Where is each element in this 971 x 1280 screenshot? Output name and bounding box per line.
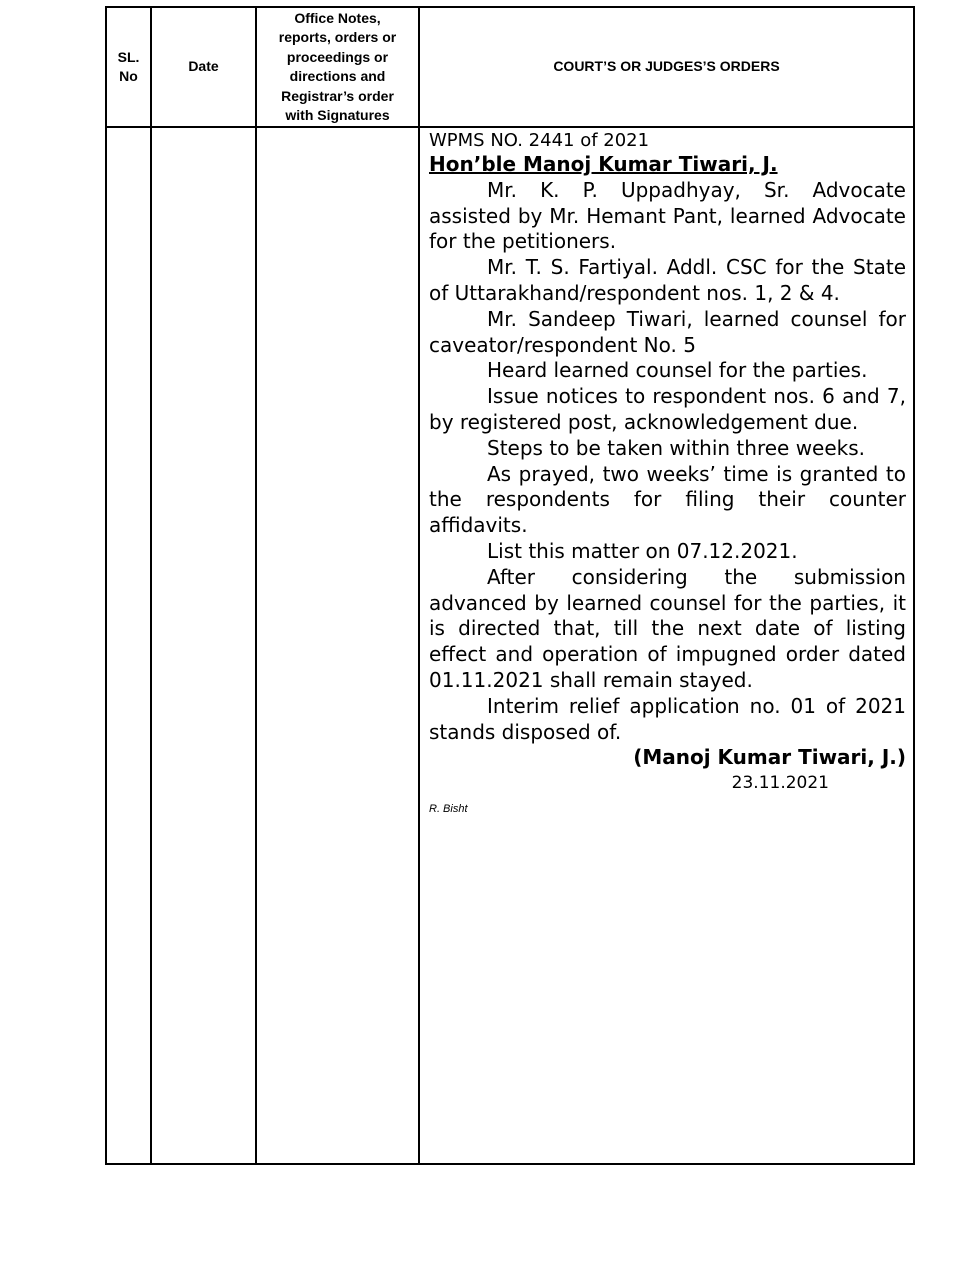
order-paragraph: Mr. K. P. Uppadhyay, Sr. Advocate assisted by Mr. Hemant Pant, learned Advocate for the petitioners. [429,177,906,254]
order-paragraph: List this matter on 07.12.2021. [487,538,798,563]
order-content [429,130,906,823]
column-divider [150,8,152,1163]
column-divider [255,8,257,1163]
header-office-notes: Office Notes, reports, orders or proceedings or directions and Registrar’s order with Signatures [278,9,397,123]
order-paragraph: Interim relief application no. 01 of 2021 stands disposed of. [429,693,906,744]
header-sl-no: SL. No [117,48,140,84]
header-date: Date [188,58,219,75]
order-paragraph: After considering the submission advanced by learned counsel for the parties, it is directed that, till the next date of listing effect and operation of impugned order dated 01.11.2021 shall remain stayed. [429,564,906,692]
order-paragraph: As prayed, two weeks’ time is granted to the respondents for filing their counter affidavits. [429,461,906,538]
order-paragraph: Heard learned counsel for the parties. [487,358,868,383]
order-paragraph: Mr. T. S. Fartiyal. Addl. CSC for the State of Uttarakhand/respondent nos. 1, 2 & 4. [429,255,906,305]
case-number: WPMS NO. 2441 of 2021 [429,130,650,151]
signature-date: 23.11.2021 [731,773,829,794]
clerk-initials: R. Bisht [429,802,468,815]
order-paragraph: Issue notices to respondent nos. 6 and 7, by registered post, acknowledgement due. [429,384,906,434]
column-divider [418,8,420,1163]
judge-signature: (Manoj Kumar Tiwari, J.) [633,745,906,770]
order-paragraph: Mr. Sandeep Tiwari, learned counsel for caveator/respondent No. 5 [429,306,906,357]
order-paragraph: Steps to be taken within three weeks. [487,435,866,460]
header-orders: COURT’S OR JUDGES’S ORDERS [553,58,780,75]
header-divider [107,126,913,128]
judge-name: Hon’ble Manoj Kumar Tiwari, J. [429,152,778,176]
order-sheet-table [105,6,915,1165]
